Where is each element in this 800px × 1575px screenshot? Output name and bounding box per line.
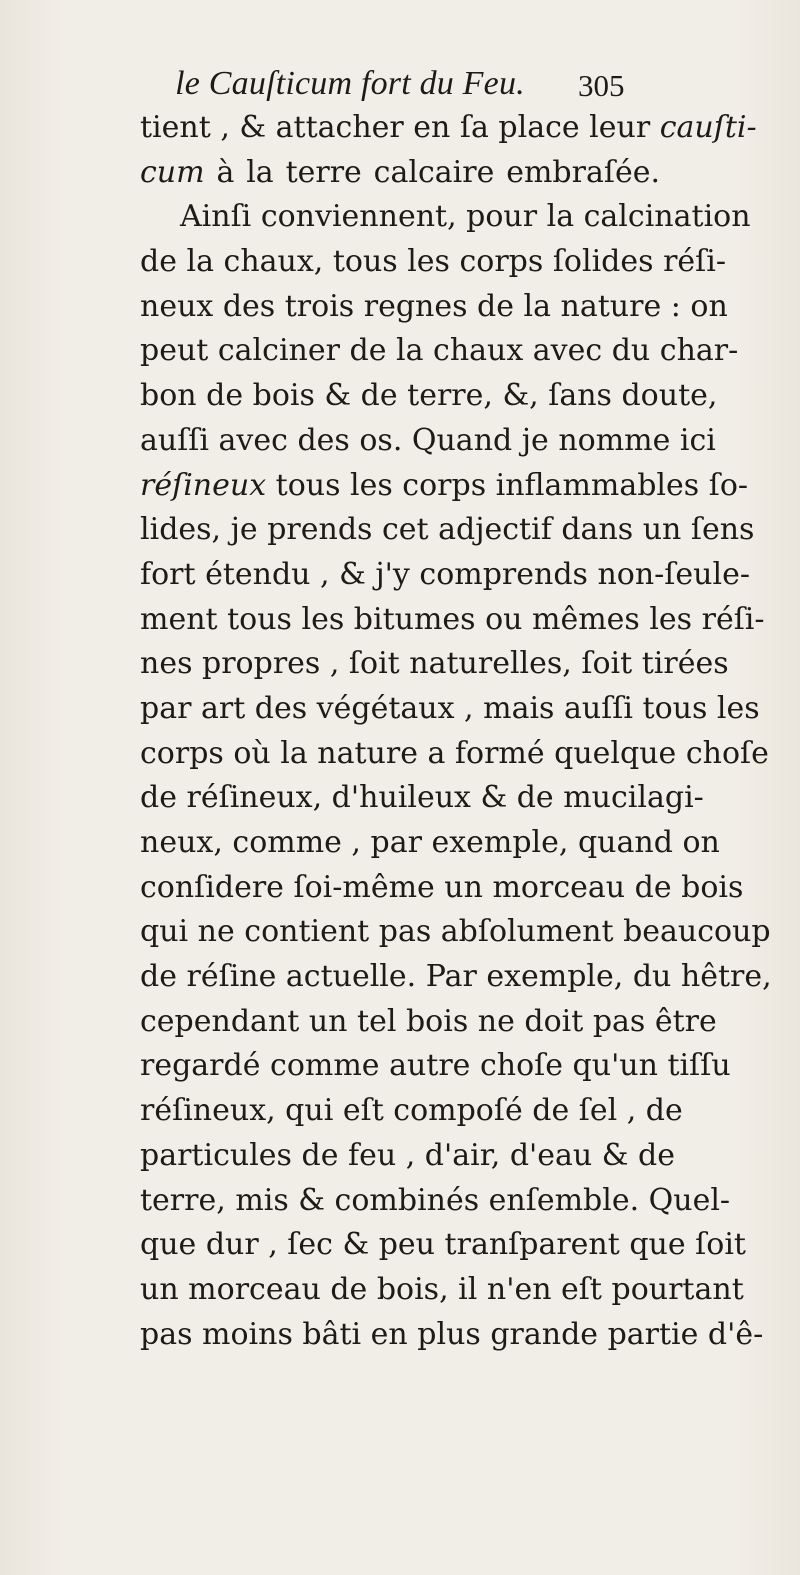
text-line [140,1268,744,1313]
text-span: ment tous les bitumes ou mêmes les réſi- [140,601,765,637]
text-line [140,553,750,598]
running-title: le Cauſticum fort du Feu. [175,65,525,102]
text-span: regardé comme autre choſe qu'un tiſſu [140,1048,731,1084]
text-span: Ainſi conviennent, pour la calcination [180,199,751,235]
text-line [140,866,744,911]
text-span: bon de bois & de terre, &, ſans doute, [140,378,718,414]
text-line [140,598,765,643]
italic-word: cauſti- [659,110,757,145]
text-line [140,732,769,777]
italic-word: cum [140,154,205,190]
text-line [140,1313,764,1358]
text-line [140,687,760,732]
page-header [0,64,800,104]
text-span: corps où la nature a formé quelque choſe [140,735,769,771]
text-line [140,329,739,374]
text-line [140,955,772,1000]
text-span: neux, comme , par exemple, quand on [140,825,720,860]
text-line [140,1134,675,1179]
text-line [140,419,716,464]
text-span: nes propres , ſoit naturelles, ſoit tirées [140,646,729,682]
text-span: de la chaux, tous les corps ſolides réſi- [140,244,726,280]
text-line [140,1223,746,1268]
page-number: 305 [578,68,625,103]
text-span: pas moins bâti en plus grande partie d'ê- [140,1316,764,1352]
text-span: un morceau de bois, il n'en eſt pourtant [140,1271,744,1307]
text-span: réſineux, qui eſt compoſé de ſel , de [140,1093,683,1129]
text-line [140,464,749,509]
text-span: de réſine actuelle. Par exemple, du hêtre, [140,959,772,995]
text-line [140,910,771,955]
text-line [140,151,660,196]
text-line [140,240,726,285]
text-span: peut calciner de la chaux avec du char- [140,333,739,369]
text-line [140,1044,731,1089]
text-span: terre, mis & combinés enſemble. Quel- [140,1182,731,1218]
text-span: à la terre calcaire embraſée. [204,154,660,190]
text-span: cependant un tel bois ne doit pas être [140,1003,717,1039]
text-span: de réſineux, d'huileux & de mucilagi- [140,780,704,816]
text-line [140,195,751,240]
body-text [140,106,772,1357]
text-span: particules de feu , d'air, d'eau & de [140,1137,675,1173]
text-span: par art des végétaux , mais auſſi tous les [140,690,760,726]
text-line [140,821,720,866]
text-span: tient , & attacher en ſa place leur [140,110,660,145]
text-line [140,1089,683,1134]
text-span: tous les corps inflammables ſo- [266,467,749,503]
text-line [140,106,757,151]
text-line [140,1000,717,1045]
text-line [140,776,704,821]
text-span: lides, je prends cet adjectif dans un ſens [140,512,755,548]
text-span: qui ne contient pas abſolument beaucoup [140,914,771,950]
text-line [140,374,718,419]
text-line [140,508,755,553]
text-line [140,642,729,687]
text-span: neux des trois regnes de la nature : on [140,288,728,324]
italic-word: réſineux [140,467,267,503]
text-line [140,285,728,330]
text-span: conſidere ſoi-même un morceau de bois [140,869,744,905]
text-line [140,1179,731,1224]
text-span: fort étendu , & j'y comprends non-ſeule- [140,556,750,592]
text-span: auſſi avec des os. Quand je nomme ici [140,422,716,458]
text-span: que dur , ſec & peu tranſparent que ſoit [140,1227,746,1263]
